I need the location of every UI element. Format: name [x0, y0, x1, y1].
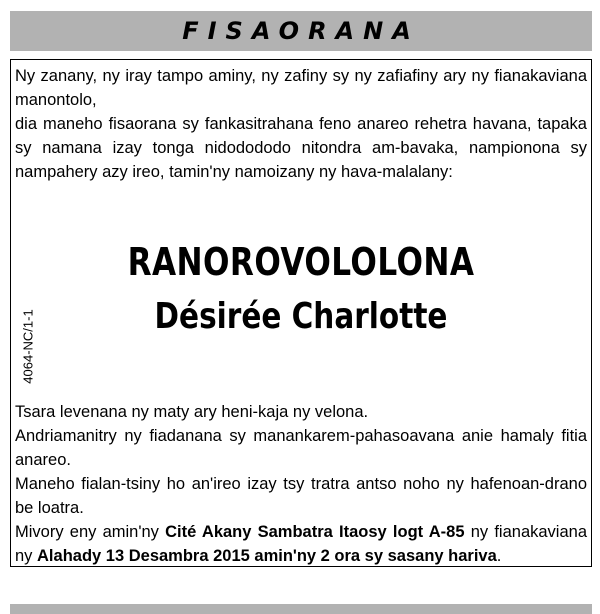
deceased-surname: RANOROVOLOLONA: [127, 240, 475, 284]
header-banner: [10, 11, 592, 51]
gathering-announcement: [15, 520, 587, 568]
page-title: FISAORANA: [182, 17, 420, 45]
notice-box: [10, 59, 592, 567]
intro-line-family: Ny zanany, ny iray tampo aminy, ny zafiny sy ny zafiafiny ary ny fianakaviana manontolo,: [15, 67, 587, 109]
reference-code: 4064-NC/1-1: [20, 309, 36, 384]
gathering-datetime: Alahady 13 Desambra 2015 amin'ny 2 ora sy sasany hariva: [37, 547, 497, 565]
closing-line-1: Tsara levenana ny maty ary heni-kaja ny velona.: [15, 403, 369, 421]
deceased-given-names: Désirée Charlotte: [154, 296, 448, 337]
intro-text: [15, 64, 587, 184]
gathering-suffix: .: [496, 547, 502, 565]
gathering-middle: ny fianakaviana ny: [15, 523, 587, 565]
gathering-location: Cité Akany Sambatra Itaosy logt A-85: [165, 523, 465, 541]
intro-line-thanks: dia maneho fisaorana sy fankasitrahana feno anareo rehetra havana, tapaka sy namana izay tonga nidodododo nitondra am-bavaka, nampionona sy nampahery azy ireo, tamin'ny namoizany ny hava-malalany:: [15, 115, 587, 181]
gathering-prefix: Mivory eny amin'ny: [15, 523, 166, 541]
closing-line-3: Maneho fialan-tsiny ho an'ireo izay tsy tratra antso noho ny hafenoan-drano be loatra.: [15, 475, 587, 517]
bottom-divider-bar: [10, 604, 592, 614]
closing-text: [15, 400, 587, 568]
closing-line-2: Andriamanitry ny fiadanana sy manankarem-pahasoavana anie hamaly fitia anareo.: [15, 427, 587, 469]
